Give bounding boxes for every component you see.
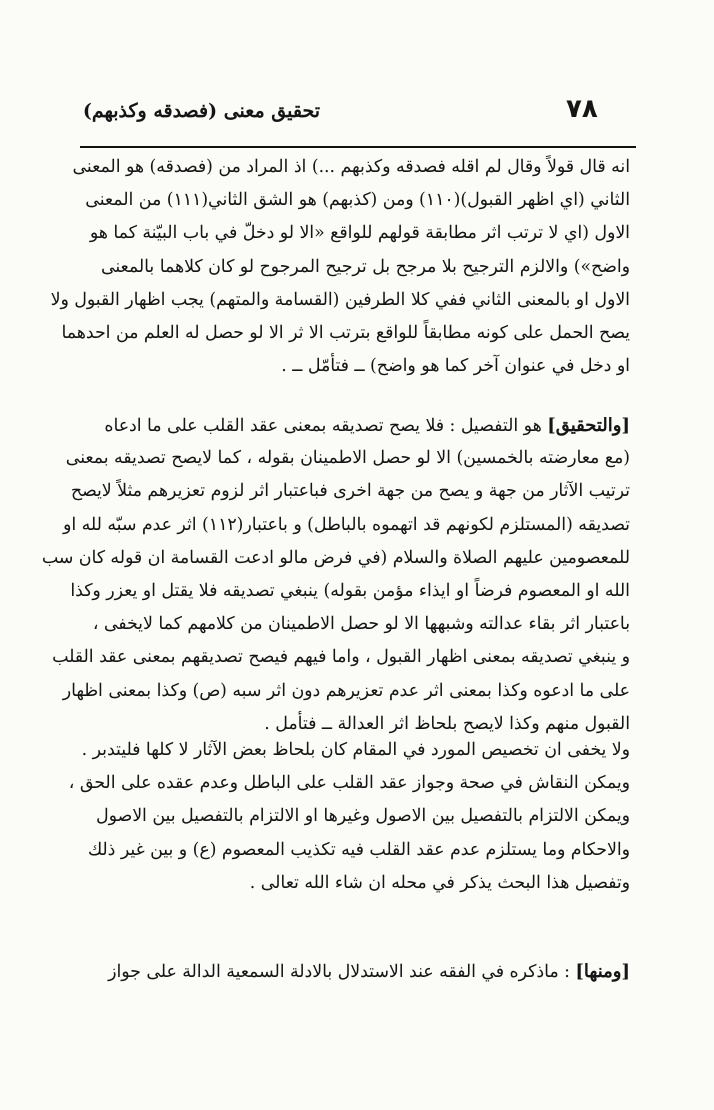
text-line: ويمكن الالتزام بالتفصيل بين الاصول وغيرها او الالتزام بالتفصيل بين الاصول — [96, 806, 630, 827]
text-line: واضح») والالزم الترجيح بلا مرجح بل ترجيح المرجوح لو كان كلاهما بالمعنى — [100, 256, 630, 277]
text-line: الله او المعصوم فرضاً او ايذاء مؤمن بقوله) ينبغي تصديقه فلا يقتل او يعزر وكذا — [70, 580, 630, 601]
text-line: ترتيب الآثار من جهة و يصح من جهة اخرى فباعتبار اثر لزوم تعزيرهم مثلاً لايصح — [70, 481, 630, 502]
text-line: تصديقه (المستلزم لكونهم قد اتهموه بالباطل) و باعتبار(١١٢) اثر عدم سبّه لله او — [63, 514, 630, 535]
text-line: للمعصومين عليهم الصلاة والسلام (في فرض مالو ادعت القسامة ان قوله كان سب — [41, 547, 630, 568]
paragraph-lead: [ومنها] — [575, 961, 630, 982]
text-line: و ينبغي تصديقه بمعنى اظهار القبول ، واما فيهم فيصح تصديقهم بمعنى عقد القلب — [52, 647, 630, 668]
text-line-rest: هو التفصيل : فلا يصح تصديقه بمعنى عقد القلب على ما ادعاه — [104, 416, 548, 436]
paragraph-3 — [68, 734, 630, 900]
text-line — [80, 955, 630, 988]
paragraph-1 — [50, 151, 630, 383]
text-line: يصح الحمل على كونه مطابقاً للواقع بترتب الا ثر الا لو حصل له العلم من احدهما — [61, 322, 630, 343]
text-line: ولا يخفى ان تخصيص المورد في المقام كان بلحاظ بعض الآثار لا كلها فليتدبر . — [81, 740, 630, 760]
text-line: او دخل في عنوان آخر كما هو واضح) ــ فتأمّل ــ . — [281, 356, 630, 377]
header-rule — [80, 146, 636, 148]
text-line: القبول منهم وكذا لايصح بلحاظ اثر العدالة ــ فتأمل . — [264, 713, 630, 734]
paragraph-2 — [41, 409, 630, 741]
paragraph-lead: [والتحقيق] — [547, 415, 630, 436]
text-line: باعتبار اثر بقاء عدالته وشبهها الا لو حصل الاطمينان من كلامهم كما لايخفى ، — [92, 614, 630, 635]
text-line: انه قال قولاً وقال لم اقله فصدقه وكذبهم ...) اذ المراد من (فصدقه) هو المعنى — [72, 157, 630, 177]
text-line-rest: : ماذكره في الفقه عند الاستدلال بالادلة السمعية الدالة على جواز — [108, 962, 576, 982]
text-line: وتفصيل هذا البحث يذكر في محله ان شاء الله تعالى . — [249, 872, 630, 893]
running-title: تحقيق معنى (فصدقه وكذبهم) — [82, 100, 320, 122]
page-number: ٧٨ — [566, 94, 598, 124]
text-line: على ما ادعوه وكذا بمعنى اثر عدم تعزيرهم دون اثر سبه (ص) وكذا بمعنى اظهار — [62, 680, 630, 701]
text-line — [80, 409, 630, 442]
text-line: الثاني (اي اظهر القبول)(١١٠) ومن (كذبهم) هو الشق الثاني(١١١) من المعنى — [85, 190, 630, 211]
text-line: (مع معارضته بالخمسين) الا لو حصل الاطمينان بقوله ، كما لايصح تصديقه بمعنى — [65, 448, 630, 469]
paragraph-4 — [80, 955, 630, 988]
text-line: والاحكام وما يستلزم عدم عقد القلب فيه تكذيب المعصوم (ع) و بين غير ذلك — [87, 839, 630, 860]
text-line: الاول (اي لا ترتب اثر مطابقة قولهم للواقع «الا لو دخلّ في باب البيّنة كما هو — [89, 223, 630, 244]
text-line: الاول او بالمعنى الثاني ففي كلا الطرفين (القسامة والمتهم) يجب اظهار القبول ولا — [50, 289, 630, 310]
text-line: ويمكن النقاش في صحة وجواز عقد القلب على الباطل وعدم عقده على الحق ، — [68, 773, 630, 794]
